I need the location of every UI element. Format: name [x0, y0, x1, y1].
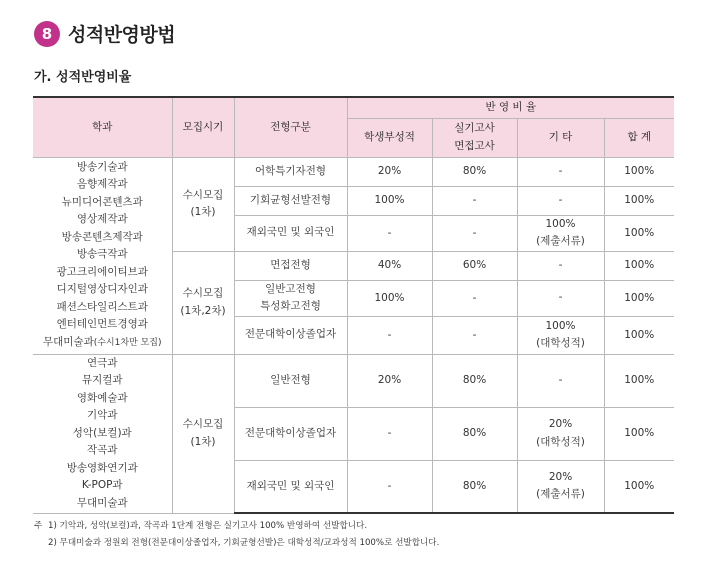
- other-ratio: (제출서류): [536, 488, 585, 501]
- department-name: 성악(보컬)과: [72, 426, 132, 439]
- practical-ratio: 80%: [432, 407, 517, 460]
- header-period: 모집시기: [172, 97, 234, 157]
- student-record-ratio: 20%: [347, 157, 432, 186]
- department-name: 광고크리에이티브과: [56, 265, 148, 278]
- department-name: 패션스타일리스트과: [56, 300, 148, 313]
- header-other: 기 타: [517, 118, 604, 157]
- other-ratio-cell: [517, 280, 604, 316]
- admission-type: 일반고전형: [265, 282, 316, 295]
- department-name: 방송극작과: [76, 248, 128, 261]
- practical-ratio: -: [432, 316, 517, 354]
- period-sublabel: (1차,2차): [180, 304, 226, 317]
- department-name: 뉴미디어콘텐츠과: [61, 195, 143, 208]
- admission-type-cell: [234, 280, 347, 316]
- other-ratio: -: [558, 193, 563, 206]
- header-practical-line1: 실기고사: [454, 122, 495, 134]
- student-record-ratio: -: [347, 407, 432, 460]
- footnote-2-text: 2) 무대미술과 정원외 전형(전문대이상졸업자, 기회균형선발)은 대학성적/교과성적 100%로 선발합니다.: [48, 538, 440, 548]
- section-header: [34, 20, 175, 47]
- student-record-ratio: 20%: [347, 354, 432, 407]
- student-record-ratio: -: [347, 460, 432, 513]
- other-ratio-cell: [517, 157, 604, 186]
- other-ratio: (제출서류): [536, 235, 585, 247]
- department-name-text: 무대미술과: [43, 335, 94, 348]
- header-practical-line2: 면접고사: [454, 139, 495, 152]
- admission-type: 특성화고전형: [260, 300, 321, 312]
- department-name: 영상제작과: [76, 213, 128, 226]
- student-record-ratio: 40%: [347, 251, 432, 280]
- admission-type: 어학특기자전형: [254, 164, 326, 177]
- practical-ratio: 80%: [432, 354, 517, 407]
- total-ratio: 100%: [604, 251, 674, 280]
- admission-type-cell: [234, 407, 347, 460]
- other-ratio: 100%: [545, 217, 576, 230]
- footnotes: [34, 518, 439, 552]
- total-ratio: 100%: [604, 215, 674, 251]
- footnote-1-text: 1) 기악과, 성악(보컬)과, 작곡과 1단계 전형은 실기고사 100% 반영하여 선발합니다.: [48, 521, 368, 531]
- footnote-2: [34, 535, 439, 552]
- admission-type-cell: [234, 186, 347, 215]
- admission-type-cell: [234, 251, 347, 280]
- practical-ratio: 80%: [432, 157, 517, 186]
- other-ratio-cell: [517, 186, 604, 215]
- department-name: 음향제작과: [76, 178, 128, 191]
- admission-type: 전문대학이상졸업자: [244, 426, 337, 439]
- header-total: 합 계: [604, 118, 674, 157]
- practical-ratio: 80%: [432, 460, 517, 513]
- header-type: 전형구분: [234, 97, 347, 157]
- period-sublabel: (1차): [190, 435, 216, 448]
- department-name: 뮤지컬과: [81, 374, 123, 387]
- admission-type-cell: [234, 157, 347, 186]
- admission-type-cell: [234, 316, 347, 354]
- admission-type: 전문대학이상졸업자: [244, 328, 337, 341]
- department-name: 방송콘텐츠제작과: [61, 230, 143, 243]
- department-name: 무대미술과: [76, 496, 128, 509]
- footnote-prefix: 주: [34, 521, 43, 531]
- other-ratio: 20%: [548, 470, 573, 483]
- department-name: 엔터테인먼트경영과: [56, 318, 148, 331]
- other-ratio: -: [558, 258, 563, 271]
- period-label: 수시모집: [182, 418, 224, 430]
- header-ratio-group: 반 영 비 율: [347, 97, 674, 118]
- other-ratio-cell: [517, 460, 604, 513]
- admission-type: 재외국민 및 외국인: [246, 479, 335, 492]
- other-ratio-cell: [517, 316, 604, 354]
- student-record-ratio: 100%: [347, 280, 432, 316]
- total-ratio: 100%: [604, 280, 674, 316]
- admission-ratio-table: [33, 96, 674, 514]
- student-record-ratio: -: [347, 316, 432, 354]
- admission-type: 면접전형: [270, 258, 311, 271]
- header-student-record: 학생부성적: [347, 118, 432, 157]
- other-ratio: (대학성적): [536, 435, 585, 448]
- table-body: [33, 157, 674, 513]
- department-name: 방송기술과: [76, 160, 128, 173]
- total-ratio: 100%: [604, 316, 674, 354]
- total-ratio: 100%: [604, 186, 674, 215]
- section-number-badge: 8: [34, 21, 60, 47]
- department-name: 작곡과: [87, 444, 118, 457]
- period-sublabel: (1차): [190, 206, 216, 218]
- department-list-cell: [33, 354, 172, 513]
- student-record-ratio: 100%: [347, 186, 432, 215]
- other-ratio-cell: [517, 407, 604, 460]
- other-ratio: -: [558, 291, 563, 304]
- department-name: 디지털영상디자인과: [56, 283, 148, 296]
- department-note: (수시1차만 모집): [93, 337, 162, 348]
- table-row: [33, 157, 674, 186]
- practical-ratio: -: [432, 280, 517, 316]
- recruit-period-cell: [172, 251, 234, 354]
- other-ratio-cell: [517, 215, 604, 251]
- department-name: [33, 334, 172, 353]
- practical-ratio: -: [432, 215, 517, 251]
- recruit-period-cell: [172, 354, 234, 513]
- other-ratio-cell: [517, 354, 604, 407]
- admission-type: 일반전형: [270, 373, 311, 386]
- other-ratio: 20%: [548, 418, 573, 430]
- other-ratio: (대학성적): [536, 337, 585, 349]
- admission-type-cell: [234, 460, 347, 513]
- practical-ratio: -: [432, 186, 517, 215]
- admission-type: 기회균형선발전형: [249, 193, 332, 206]
- other-ratio: -: [558, 373, 563, 386]
- admission-type: 재외국민 및 외국인: [246, 226, 335, 239]
- other-ratio-cell: [517, 251, 604, 280]
- department-name: 연극과: [87, 356, 118, 369]
- period-label: 수시모집: [182, 188, 224, 201]
- department-list-cell: [33, 157, 172, 354]
- section-title: 성적반영방법: [68, 24, 176, 46]
- recruit-period-cell: [172, 157, 234, 251]
- admission-type-cell: [234, 215, 347, 251]
- subsection-title: 가. 성적반영비율: [34, 70, 132, 85]
- other-ratio: -: [558, 164, 563, 177]
- header-dept: 학과: [33, 97, 172, 157]
- student-record-ratio: -: [347, 215, 432, 251]
- other-ratio: 100%: [545, 319, 576, 332]
- admission-type-cell: [234, 354, 347, 407]
- header-practical-interview: [432, 118, 517, 157]
- table-row: [33, 354, 674, 407]
- period-label: 수시모집: [182, 287, 224, 299]
- department-name: 기악과: [87, 409, 118, 422]
- footnote-1: [34, 518, 439, 535]
- practical-ratio: 60%: [432, 251, 517, 280]
- total-ratio: 100%: [604, 354, 674, 407]
- total-ratio: 100%: [604, 460, 674, 513]
- department-name: K-POP과: [81, 479, 123, 492]
- department-name: 방송영화연기과: [66, 461, 138, 474]
- department-name: 영화예술과: [76, 391, 128, 404]
- total-ratio: 100%: [604, 407, 674, 460]
- total-ratio: 100%: [604, 157, 674, 186]
